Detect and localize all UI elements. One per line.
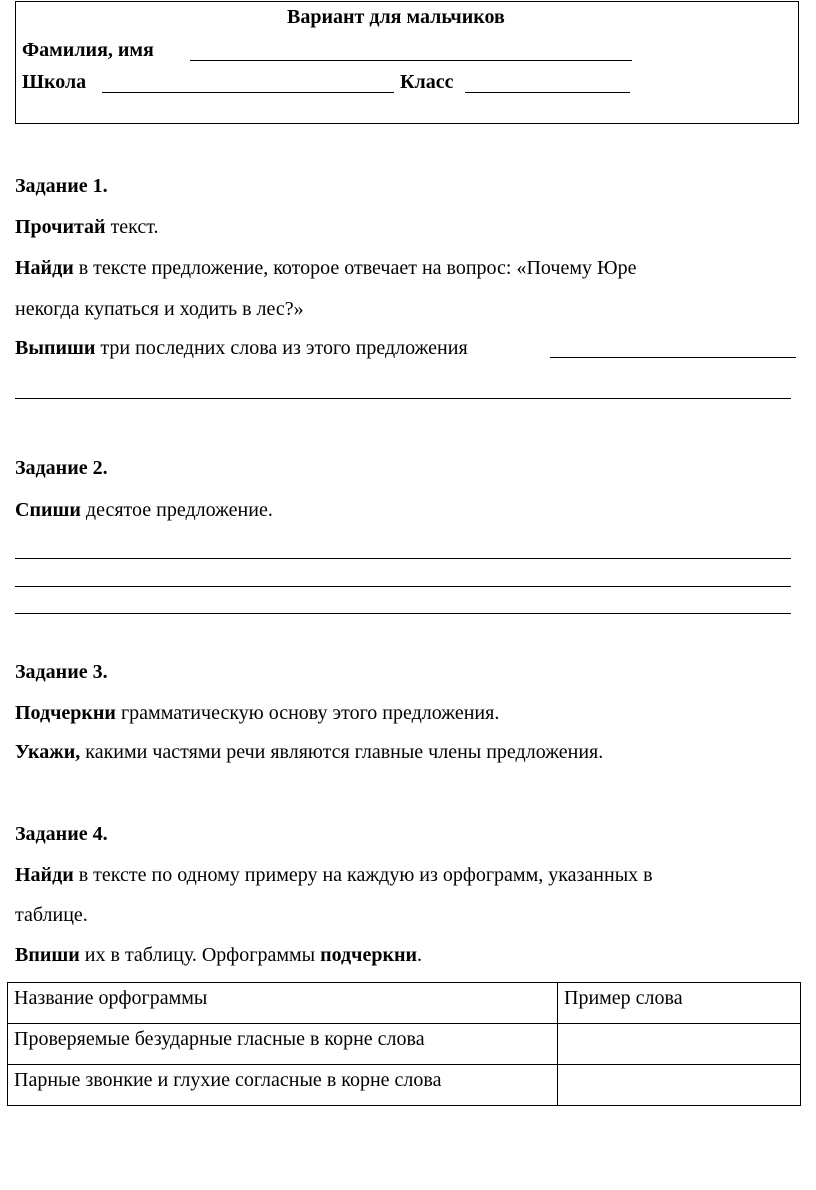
- task1-line4-text: три последних слова из этого предложения: [95, 337, 468, 359]
- task3-line2-text: какими частями речи являются главные члены предложения.: [80, 741, 604, 763]
- task1-line1: [15, 215, 159, 239]
- table-header-example: Пример слова: [558, 983, 801, 1024]
- table-row: [8, 1024, 801, 1065]
- task4-line3-end: .: [417, 944, 423, 966]
- table-row: [8, 1065, 801, 1106]
- task4-line3-text: их в таблицу. Орфограммы: [79, 944, 321, 966]
- task1-answer-line-1[interactable]: [550, 357, 796, 358]
- school-label: Школа: [22, 71, 87, 93]
- task2-answer-line-2[interactable]: [15, 586, 791, 587]
- name-field[interactable]: [190, 60, 632, 61]
- task1-verb-read: Прочитай: [15, 216, 106, 238]
- task1-verb-write: Выпиши: [15, 337, 96, 359]
- task3-line1-text: грамматическую основу этого предложения.: [115, 702, 500, 724]
- name-label: Фамилия, имя: [22, 39, 154, 61]
- task2-line1: [15, 498, 273, 522]
- task1-answer-line-2[interactable]: [15, 398, 791, 399]
- table-header-orthogram: Название орфограммы: [8, 983, 558, 1024]
- task4-verb-find: Найди: [15, 864, 74, 886]
- task3-heading: Задание 3.: [15, 661, 108, 683]
- task4-verb-enter: Впиши: [15, 944, 80, 966]
- class-label: Класс: [400, 71, 454, 93]
- table-cell-example[interactable]: [558, 1065, 801, 1106]
- task4-line1-text: в тексте по одному примеру на каждую из орфограмм, указанных в: [73, 864, 653, 886]
- school-field[interactable]: [102, 92, 394, 93]
- task4-line3: [15, 943, 422, 967]
- task4-heading: Задание 4.: [15, 823, 108, 845]
- table-cell-example[interactable]: [558, 1024, 801, 1065]
- table-cell-orthogram: Парные звонкие и глухие согласные в корне слова: [8, 1065, 558, 1106]
- task2-answer-line-1[interactable]: [15, 558, 791, 559]
- task1-heading: Задание 1.: [15, 175, 108, 197]
- task1-line2-text: в тексте предложение, которое отвечает на вопрос: «Почему Юре: [73, 257, 637, 279]
- task1-line3: некогда купаться и ходить в лес?»: [15, 298, 304, 320]
- task3-verb-indicate: Укажи,: [15, 741, 81, 763]
- task4-line2: таблице.: [15, 904, 88, 926]
- task4-line1: [15, 863, 653, 887]
- variant-title: Вариант для мальчиков: [287, 6, 505, 28]
- orthogram-table: [7, 982, 801, 1106]
- task2-line1-text: десятое предложение.: [80, 499, 273, 521]
- task1-line2: [15, 256, 636, 280]
- task4-verb-underline: подчеркни: [320, 944, 418, 966]
- task1-verb-find: Найди: [15, 257, 74, 279]
- class-field[interactable]: [465, 92, 630, 93]
- task3-verb-underline: Подчеркни: [15, 702, 116, 724]
- task1-line1-text: текст.: [105, 216, 159, 238]
- task2-verb-copy: Спиши: [15, 499, 81, 521]
- table-header-row: [8, 983, 801, 1024]
- task3-line1: [15, 701, 499, 725]
- task2-heading: Задание 2.: [15, 457, 108, 479]
- table-cell-orthogram: Проверяемые безударные гласные в корне слова: [8, 1024, 558, 1065]
- task1-line4: [15, 336, 468, 360]
- task3-line2: [15, 740, 603, 764]
- task2-answer-line-3[interactable]: [15, 613, 791, 614]
